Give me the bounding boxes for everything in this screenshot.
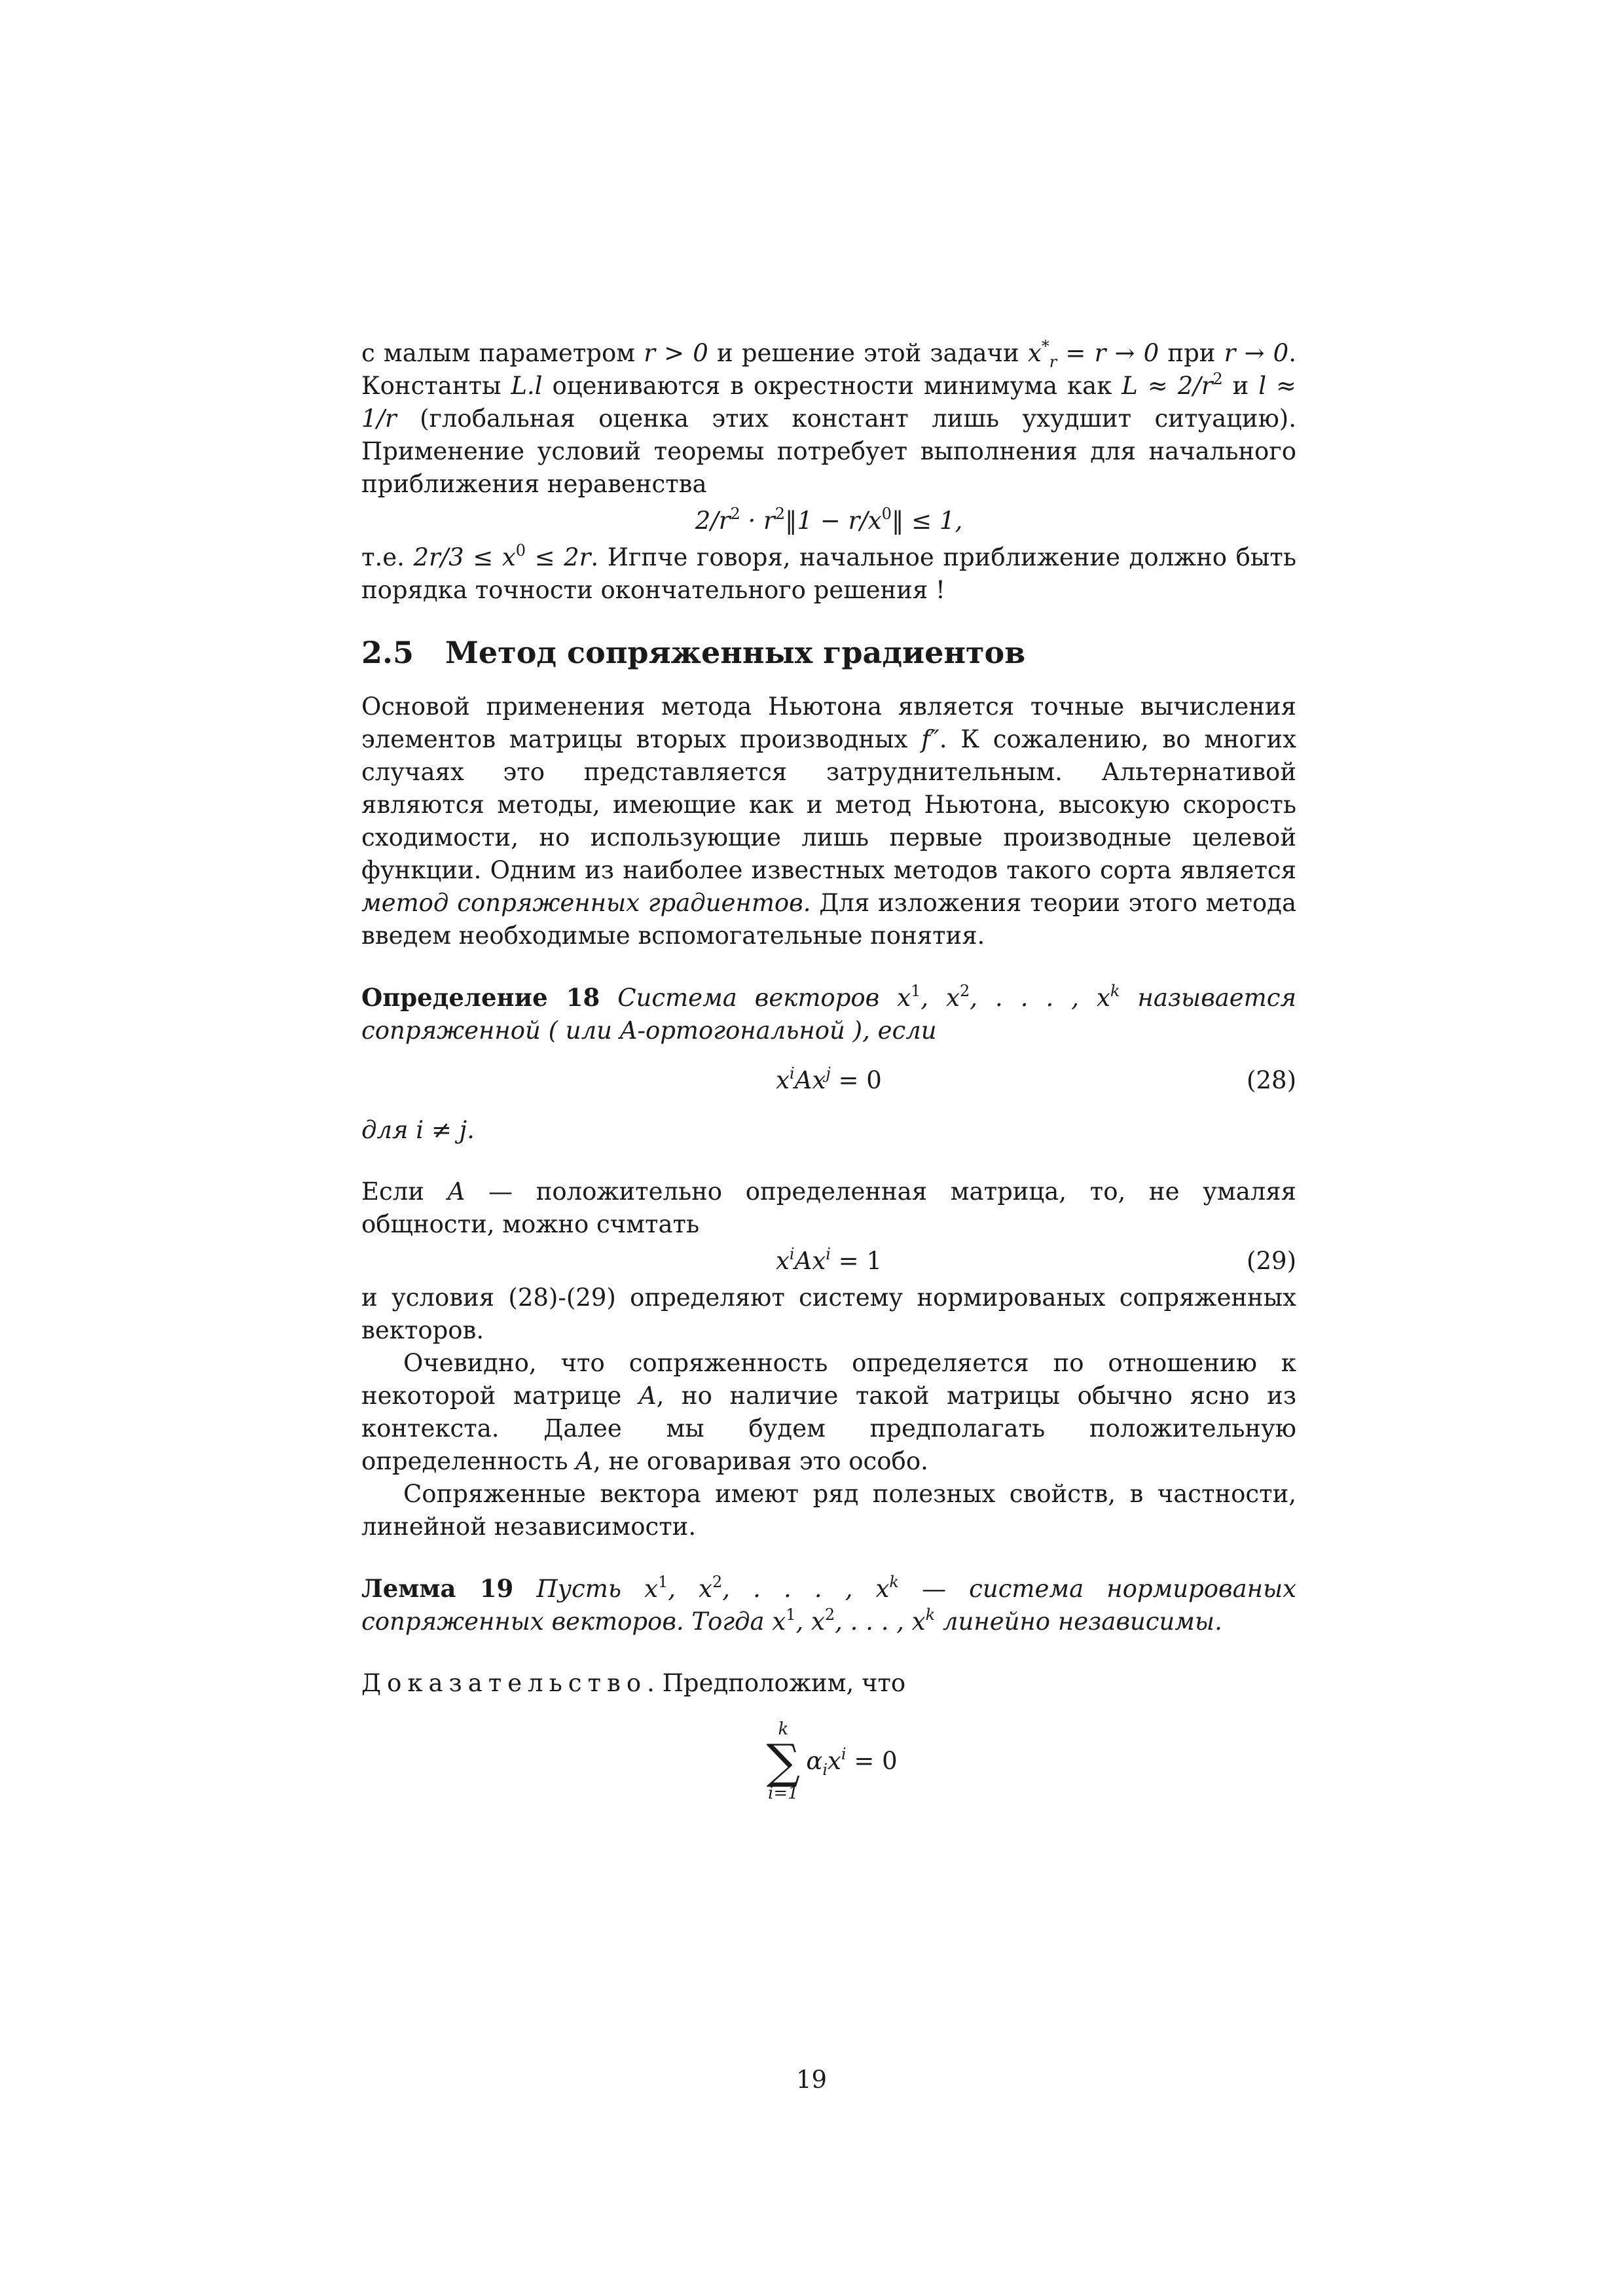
math-part: Ax: [794, 1066, 826, 1094]
paragraph-positive-definite: [361, 1175, 1296, 1241]
section-title: Метод сопряженных градиентов: [445, 635, 1026, 670]
math-inline: [1122, 372, 1222, 400]
math-part: 2r/3 ≤ x: [413, 543, 516, 571]
math-inline: r → 0: [1224, 339, 1289, 367]
text: .: [467, 1116, 475, 1144]
spacer: [361, 1147, 1296, 1175]
text: для: [361, 1116, 416, 1144]
math-sup: 0: [515, 541, 526, 560]
math-sup: 1: [786, 1605, 796, 1624]
math-sup: 2: [712, 1573, 723, 1591]
spacer: [361, 1543, 1296, 1572]
text: Основой применения метода Ньютона является точные вычисления элементов матрицы вторых производных: [361, 692, 1296, 753]
text: Пусть: [513, 1575, 645, 1603]
math-var: , . . . , x: [722, 1575, 890, 1603]
math-part: x: [776, 1066, 790, 1094]
spacer: [361, 952, 1296, 981]
math-part: · r: [740, 507, 775, 535]
math-part: Ax: [794, 1247, 826, 1275]
definition-label: Определение 18: [361, 983, 600, 1012]
math-sup: 1: [657, 1573, 668, 1591]
text: (глобальная оценка этих констант лишь ухудшит ситуацию). Применение условий теоремы потребует выполнения для начального приближения неравенства: [361, 404, 1296, 498]
math-inline: r > 0: [644, 339, 708, 367]
paragraph-conjugacy: [361, 1347, 1296, 1478]
equation-28: [361, 1060, 1296, 1101]
text: т.е.: [361, 543, 414, 571]
equation-number: (29): [1247, 1247, 1296, 1275]
math-inline: L.l: [511, 372, 543, 400]
math-sup: k: [889, 1573, 899, 1591]
math-inline: l ≈ 1/r: [361, 372, 1297, 433]
math-sup: i: [790, 1064, 795, 1083]
math-part: ≤ 2r: [526, 543, 591, 571]
math-sup: i: [826, 1245, 831, 1263]
text: называется сопряженной ( или A-ортогональной ), если: [361, 984, 1296, 1045]
math-sub: i: [822, 1761, 828, 1779]
paragraph-intro: [361, 337, 1296, 501]
math-part: α: [806, 1747, 823, 1775]
paragraph-method-intro: [361, 691, 1296, 952]
math-part: x: [828, 1747, 841, 1775]
sum-expression: [760, 1719, 897, 1803]
math-inline: i ≠ j: [416, 1116, 467, 1144]
spacer: [361, 1700, 1296, 1719]
spacer: [361, 1047, 1296, 1060]
lemma-label: Лемма 19: [361, 1574, 514, 1603]
sigma-column: [760, 1719, 806, 1803]
math-sup: i: [841, 1745, 847, 1763]
lemma-19: [361, 1572, 1296, 1638]
text: , не оговаривая это особо.: [593, 1447, 928, 1475]
spacer: [361, 1101, 1296, 1114]
math-sup: j: [826, 1064, 831, 1083]
math-sub: r: [1049, 353, 1057, 371]
math-sup: 2: [1213, 370, 1223, 388]
math-rest: = r → 0: [1057, 339, 1159, 367]
paragraph-initial-approximation: [361, 541, 1296, 607]
math-sup: 2: [959, 982, 970, 1000]
math-var: , x: [668, 1575, 712, 1603]
text: при: [1159, 339, 1224, 367]
section-number: 2.5: [361, 635, 414, 670]
math-part: = 0: [830, 1066, 882, 1094]
text: . К сожалению, во многих случаях это представляется затруднительным. Альтернативой являются методы, имеющие как и метод Ньютона, высокую скорость сходимости, но использующие лишь первые производные целевой функции. Одним из наиболее известных методов такого сорта является: [361, 725, 1296, 884]
text: Для изложения теории этого метода введем необходимые вспомогательные понятия.: [361, 889, 1296, 950]
math-var: x: [897, 984, 911, 1012]
text: . Константы: [361, 339, 1296, 400]
sum-sign: ∑: [766, 1734, 801, 1789]
text: . Предположим, что: [647, 1669, 906, 1697]
page-number: 19: [795, 2066, 828, 2094]
math-sup: 2: [824, 1605, 835, 1624]
math-sup: 0: [881, 505, 892, 523]
math-sup: k: [925, 1605, 936, 1624]
text: — положительно определенная матрица, то, не умаляя общности, можно счмтать: [361, 1177, 1296, 1238]
math-part: x: [776, 1247, 790, 1275]
math-sup: 2: [730, 505, 740, 523]
math-inline: A: [447, 1177, 465, 1206]
math-var: , . . . , x: [970, 984, 1110, 1012]
proof-label: Доказательство: [361, 1669, 647, 1697]
math-inline: [1027, 337, 1159, 371]
paragraph-properties: Сопряженные вектора имеют ряд полезных свойств, в частности, линейной независимости.: [361, 1480, 1296, 1541]
math-part: 2/r: [695, 507, 731, 535]
proof-start: [361, 1667, 1296, 1700]
math-var: , . . . , x: [835, 1607, 926, 1636]
math-block: [776, 1247, 882, 1275]
math-var: x: [1027, 339, 1042, 367]
text: Очевидно, что сопряженность определяется по отношению к некоторой матрице: [361, 1349, 1296, 1410]
emphasis-term: метод сопряженных градиентов.: [361, 889, 811, 917]
text: оцениваются в окрестности минимума как: [542, 372, 1122, 400]
text: и решение этой задачи: [708, 339, 1028, 367]
page-body: [361, 337, 1296, 1818]
math-part: ‖1 − r/x: [785, 507, 882, 535]
definition-condition: [361, 1114, 1296, 1147]
spacer: [361, 1638, 1296, 1667]
text: с малым параметром: [361, 339, 644, 367]
math-part: ‖ ≤ 1,: [891, 507, 963, 535]
math-inline: A: [638, 1382, 657, 1410]
math-part: = 1: [830, 1247, 882, 1275]
math-inline: f″: [921, 725, 939, 753]
text: , но наличие такой матрицы обычно ясно из контекста. Далее мы будем предполагать положительную определенность: [361, 1382, 1296, 1475]
text: Если: [361, 1177, 448, 1206]
math-var: L ≈ 2/r: [1122, 372, 1213, 400]
math-sup: 1: [911, 982, 921, 1000]
text: — система нормированых сопряженных векторов. Тогда: [361, 1575, 1297, 1636]
definition-18: [361, 981, 1296, 1047]
text: . Игпче говоря, начальное приближение должно быть порядка точности окончательного решения !: [361, 543, 1296, 604]
math-part: = 0: [846, 1747, 898, 1775]
text: и: [1222, 372, 1259, 400]
equation-sum: [361, 1719, 1296, 1818]
math-block: [776, 1066, 882, 1094]
math-inline: [413, 543, 591, 571]
sum-upper-limit: k: [778, 1719, 789, 1739]
sum-body: [806, 1745, 897, 1778]
section-heading: [361, 633, 1296, 672]
equation-number: (28): [1247, 1066, 1296, 1094]
math-var: x: [772, 1607, 786, 1636]
math-inline: A: [575, 1447, 594, 1475]
math-var: , x: [921, 984, 960, 1012]
math-sup: 2: [775, 505, 786, 523]
sum-lower-limit: i=1: [768, 1784, 799, 1803]
paragraph-normalized: и условия (28)-(29) определяют систему нормированых сопряженных векторов.: [361, 1283, 1296, 1344]
math-sup: *: [1041, 337, 1049, 355]
equation-29: [361, 1241, 1296, 1282]
math-var: x: [644, 1575, 658, 1603]
math-var: , x: [795, 1607, 825, 1636]
text: Система векторов: [600, 984, 898, 1012]
math-sup: i: [789, 1245, 795, 1263]
math-sup: k: [1110, 982, 1120, 1000]
text: линейно независимы.: [935, 1607, 1222, 1636]
equation-inequality: [361, 501, 1296, 541]
